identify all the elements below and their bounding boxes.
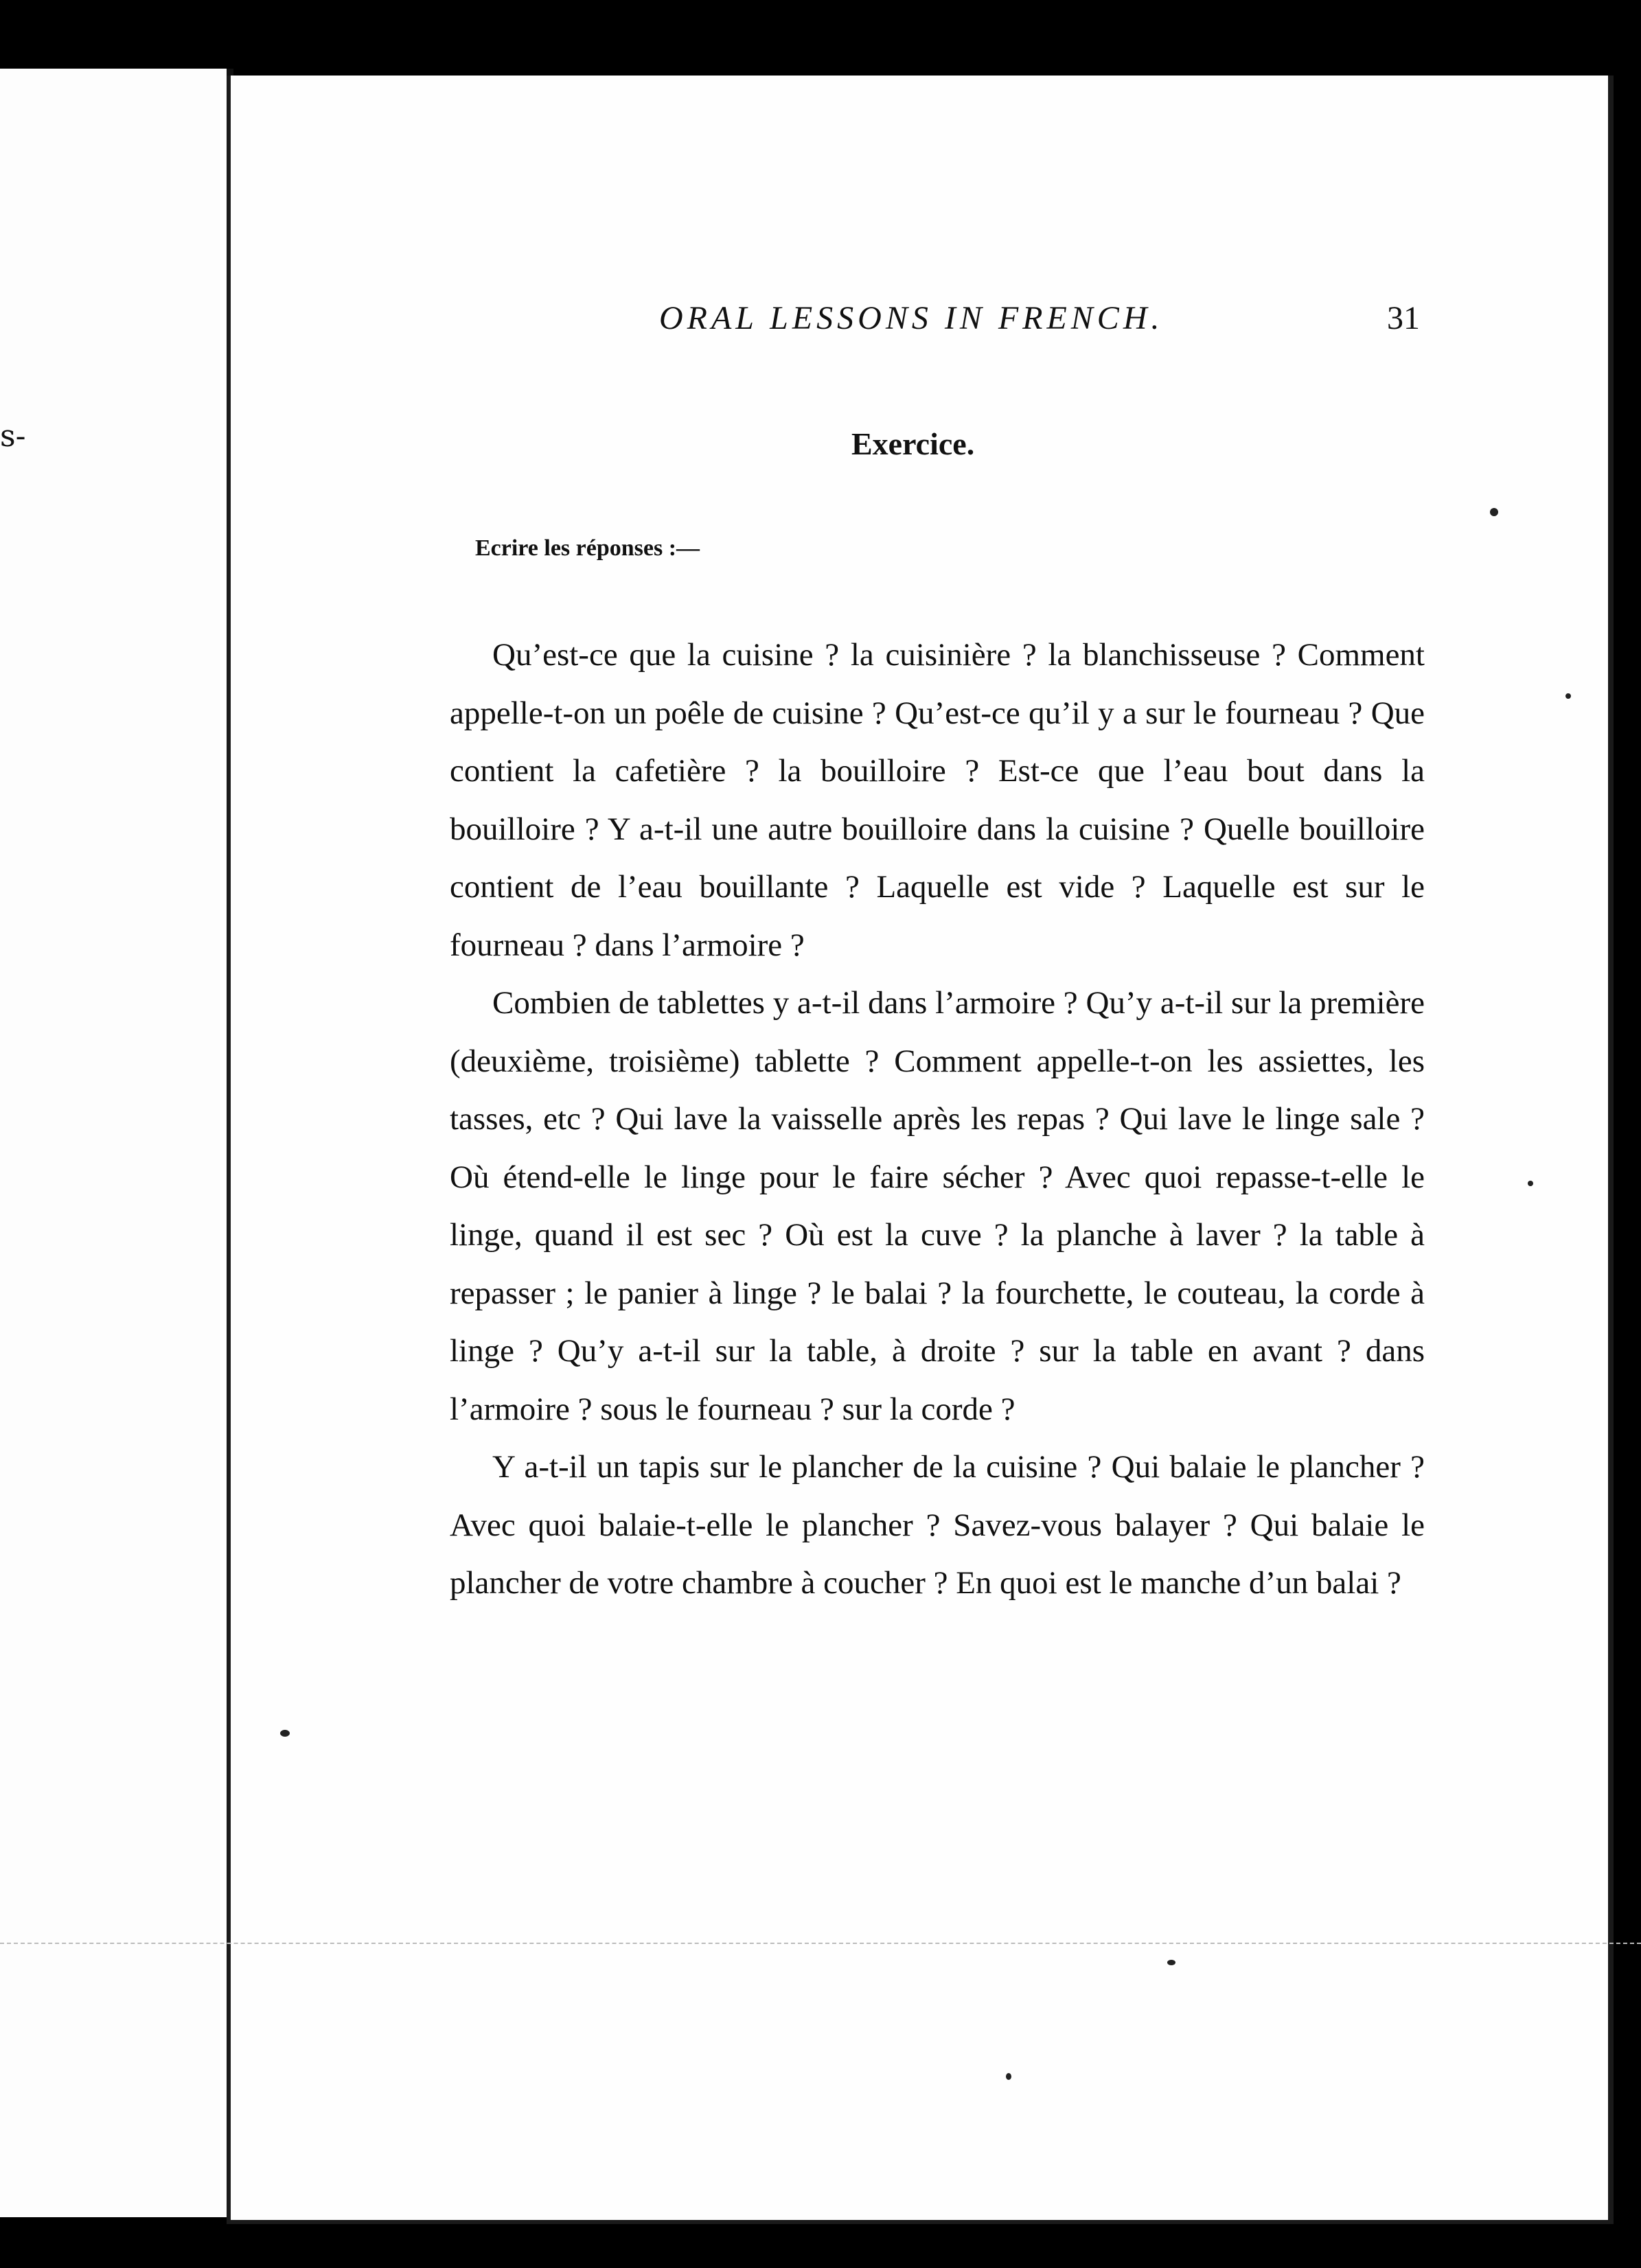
facing-page-fragment: s- (0, 419, 26, 454)
scan-speck (1565, 693, 1571, 699)
running-head (0, 299, 1641, 340)
exercise-paragraph-3: Y a-t-il un tapis sur le plancher de la cuisine ? Qui balaie le plancher ? Avec quoi balaie-t-elle le plancher ? Savez-vous balayer ? Qui balaie le plancher de votre chambre à coucher ? En quoi est le manche d’un balai ? (450, 1449, 1425, 1601)
running-title: ORAL LESSONS IN FRENCH. (659, 300, 1164, 336)
page-number: 31 (1387, 300, 1420, 336)
scan-speck (1167, 1960, 1175, 1965)
scan-speck (1490, 508, 1498, 516)
scan-speck (280, 1730, 290, 1737)
scan-speck (1006, 2073, 1011, 2080)
facing-page-edge (0, 69, 233, 2217)
exercise-paragraph-1: Qu’est-ce que la cuisine ? la cuisinière ? la blanchisseuse ? Comment appelle-t-on un poêle de cuisine ? Qu’est-ce qu’il y a sur le fourneau ? Que contient la cafetière ? la bouilloire ? Est-ce que l’eau bout dans la bouilloire ? Y a-t-il une autre bouilloire dans la cuisine ? Quelle bouilloire contient de l’eau bouillante ? Laquelle est vide ? Laquelle est sur le fourneau ? dans l’armoire ? (450, 637, 1425, 963)
page-fold-line (0, 1943, 1641, 1944)
exercise-heading: Exercice. (851, 426, 975, 461)
exercise-instruction: Ecrire les réponses :— (475, 535, 700, 561)
exercise-body (450, 626, 1425, 1612)
exercise-paragraph-2: Combien de tablettes y a-t-il dans l’armoire ? Qu’y a-t-il sur la première (deuxième, troisième) tablette ? Comment appelle-t-on les assiettes, les tasses, etc ? Qui lave la vaisselle après les repas ? Qui lave le linge sale ? Où étend-elle le linge pour le faire sécher ? Avec quoi repasse-t-elle le linge, quand il est sec ? Où est la cuve ? la planche à laver ? la table à repasser ; le panier à linge ? le balai ? la fourchette, le couteau, la corde à linge ? Qu’y a-t-il sur la table, à droite ? sur la table en avant ? dans l’armoire ? sous le fourneau ? sur la corde ? (450, 985, 1425, 1427)
scan-speck (1528, 1181, 1533, 1186)
